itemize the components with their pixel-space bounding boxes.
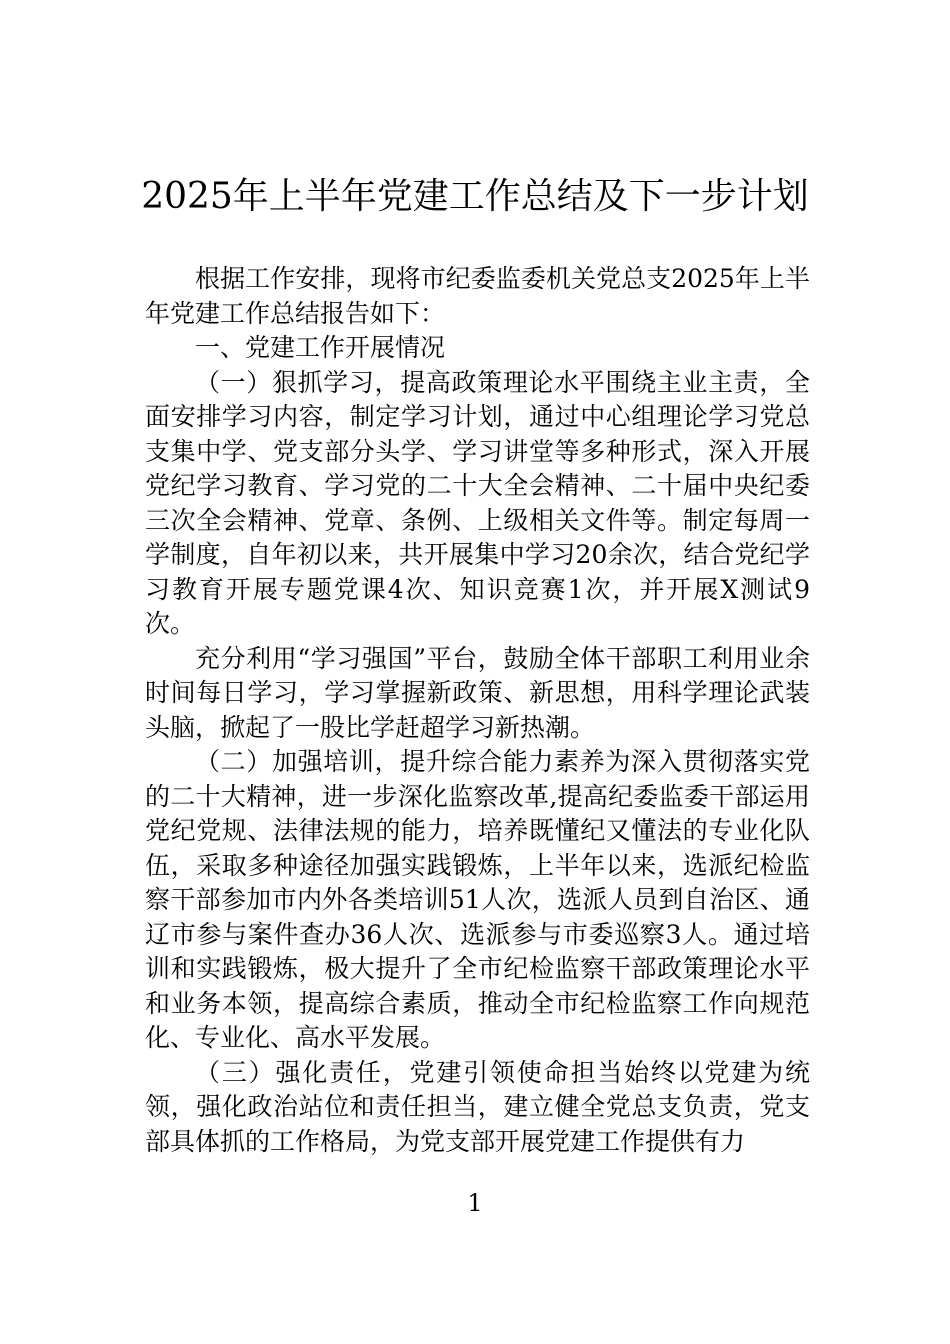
paragraph-responsibility: （三）强化责任，党建引领使命担当始终以党建为统领，强化政治站位和责任担当，建立健全党总支负责，党支部具体抓的工作格局，为党支部开展党建工作提供有力 [145, 1057, 810, 1156]
page-number: 1 [467, 1189, 483, 1217]
page-title: 2025年上半年党建工作总结及下一步计划 [141, 176, 809, 217]
document-body [145, 262, 810, 1159]
paragraph-platform: 充分利用“学习强国”平台，鼓励全体干部职工利用业余时间每日学习，学习掌握新政策、新思想，用科学理论武装头脑，掀起了一股比学赶超学习新热潮。 [145, 643, 810, 742]
paragraph-intro: 根据工作安排，现将市纪委监委机关党总支2025年上半年党建工作总结报告如下： [145, 264, 810, 328]
paragraph-training: （二）加强培训，提升综合能力素养为深入贯彻落实党的二十大精神，进一步深化监察改革,提高纪委监委干部运用党纪党规、法律法规的能力，培养既懂纪又懂法的专业化队伍，采取多种途径加强实践锻炼，上半年以来，选派纪检监察干部参加市内外各类培训51人次，选派人员到自治区、通辽市参与案件查办36人次、选派参与市委巡察3人。通过培训和实践锻炼，极大提升了全市纪检监察干部政策理论水平和业务本领，提高综合素质，推动全市纪检监察工作向规范化、专业化、高水平发展。 [145, 747, 810, 1052]
paragraph-study: （一）狠抓学习，提高政策理论水平围绕主业主责，全面安排学习内容，制定学习计划，通过中心组理论学习党总支集中学、党支部分头学、学习讲堂等多种形式，深入开展党纪学习教育、学习党的二十大全会精神、二十届中央纪委三次全会精神、党章、条例、上级相关文件等。制定每周一学制度，自年初以来，共开展集中学习20余次，结合党纪学习教育开展专题党课4次、知识竞赛1次，并开展X测试9次。 [145, 367, 810, 638]
section-heading-1: 一、党建工作开展情况 [195, 333, 446, 362]
